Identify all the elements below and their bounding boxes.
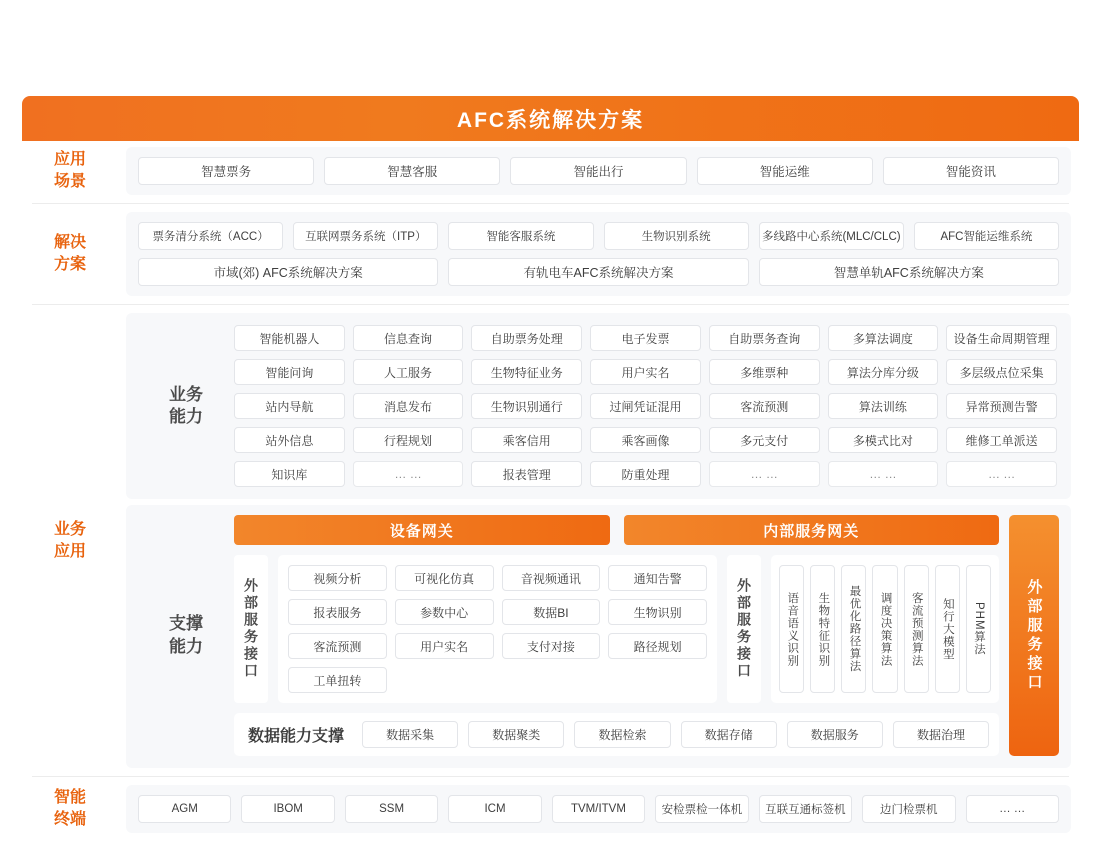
capability-cell[interactable]: 设备生命周期管理 bbox=[946, 325, 1057, 351]
data-item[interactable]: 数据服务 bbox=[787, 721, 883, 748]
capability-cell[interactable]: 自助票务查询 bbox=[709, 325, 820, 351]
capability-cell[interactable]: … … bbox=[353, 461, 464, 487]
capability-cell[interactable]: 电子发票 bbox=[590, 325, 701, 351]
gateway-device[interactable]: 设备网关 bbox=[234, 515, 610, 545]
section-solutions bbox=[22, 206, 1079, 302]
support-item[interactable]: 支付对接 bbox=[502, 633, 601, 659]
solutions-row-1 bbox=[138, 222, 1059, 250]
capability-cell[interactable]: 客流预测 bbox=[709, 393, 820, 419]
capability-cell[interactable]: 维修工单派送 bbox=[946, 427, 1057, 453]
page-title: AFC系统解决方案 bbox=[456, 108, 645, 132]
terminal-item[interactable]: SSM bbox=[345, 795, 438, 823]
gateway-row bbox=[234, 515, 999, 545]
support-item[interactable]: 报表服务 bbox=[288, 599, 387, 625]
scenario-item[interactable]: 智慧客服 bbox=[324, 157, 500, 185]
support-capability-label: 支撑 能力 bbox=[169, 614, 203, 656]
support-capability-block bbox=[126, 505, 1071, 768]
algorithm-item[interactable]: 语音语义识别 bbox=[779, 565, 804, 693]
solution-item[interactable]: 智能客服系统 bbox=[448, 222, 593, 250]
scenario-item[interactable]: 智能出行 bbox=[510, 157, 686, 185]
support-item[interactable]: 客流预测 bbox=[288, 633, 387, 659]
bottom-padding bbox=[22, 839, 1079, 849]
divider bbox=[32, 203, 1069, 204]
data-item[interactable]: 数据检索 bbox=[574, 721, 670, 748]
capability-cell[interactable]: 多维票种 bbox=[709, 359, 820, 385]
algorithm-item[interactable]: 调度决策算法 bbox=[872, 565, 897, 693]
algorithm-item[interactable]: 客流预测算法 bbox=[904, 565, 929, 693]
data-capability-row bbox=[234, 713, 999, 756]
capability-cell[interactable]: 多元支付 bbox=[709, 427, 820, 453]
external-service-interface-right: 外部服务接口 bbox=[1009, 515, 1059, 756]
data-item[interactable]: 数据采集 bbox=[362, 721, 458, 748]
capability-cell[interactable]: 异常预测告警 bbox=[946, 393, 1057, 419]
business-capability-grid bbox=[234, 325, 1057, 487]
capability-cell[interactable]: 多算法调度 bbox=[828, 325, 939, 351]
section-business-application bbox=[22, 307, 1079, 774]
external-service-interface-mid: 外部服务接口 bbox=[727, 555, 761, 703]
support-item-empty bbox=[502, 667, 601, 693]
capability-cell[interactable]: 智能机器人 bbox=[234, 325, 345, 351]
business-capability-label: 业务 能力 bbox=[169, 384, 203, 426]
capability-cell[interactable]: 报表管理 bbox=[471, 461, 582, 487]
solution-item[interactable]: 有轨电车AFC系统解决方案 bbox=[448, 258, 748, 286]
support-left-column bbox=[234, 515, 999, 756]
support-item[interactable]: 路径规划 bbox=[608, 633, 707, 659]
divider bbox=[32, 304, 1069, 305]
support-item[interactable]: 生物识别 bbox=[608, 599, 707, 625]
solution-item[interactable]: 智慧单轨AFC系统解决方案 bbox=[759, 258, 1059, 286]
support-left-grid bbox=[288, 565, 707, 693]
algorithm-item[interactable]: PHM算法 bbox=[966, 565, 991, 693]
support-left-panel bbox=[278, 555, 717, 703]
terminal-item[interactable]: 边门检票机 bbox=[862, 795, 955, 823]
algorithm-item[interactable]: 最优化路径算法 bbox=[841, 565, 866, 693]
capability-cell[interactable]: 自助票务处理 bbox=[471, 325, 582, 351]
business-capability-block bbox=[126, 313, 1071, 499]
capability-cell[interactable]: 人工服务 bbox=[353, 359, 464, 385]
capability-cell[interactable]: 乘客画像 bbox=[590, 427, 701, 453]
terminal-item[interactable]: TVM/ITVM bbox=[552, 795, 645, 823]
capability-cell[interactable]: 行程规划 bbox=[353, 427, 464, 453]
capability-cell[interactable]: 防重处理 bbox=[590, 461, 701, 487]
algorithm-item[interactable]: 生物特征识别 bbox=[810, 565, 835, 693]
smart-terminal-body bbox=[126, 785, 1071, 833]
divider bbox=[32, 776, 1069, 777]
section-label-application-scenarios: 应用 场景 bbox=[53, 151, 86, 190]
scenario-item[interactable]: 智能运维 bbox=[697, 157, 873, 185]
capability-cell[interactable]: 生物识别通行 bbox=[471, 393, 582, 419]
application-scenarios-row bbox=[138, 157, 1059, 185]
support-item-empty bbox=[395, 667, 494, 693]
terminal-item[interactable]: … … bbox=[966, 795, 1059, 823]
support-item[interactable]: 工单扭转 bbox=[288, 667, 387, 693]
capability-cell[interactable]: 站外信息 bbox=[234, 427, 345, 453]
capability-cell[interactable]: … … bbox=[709, 461, 820, 487]
solution-item[interactable]: 生物识别系统 bbox=[604, 222, 749, 250]
support-item[interactable]: 用户实名 bbox=[395, 633, 494, 659]
scenario-item[interactable]: 智慧票务 bbox=[138, 157, 314, 185]
business-application-body bbox=[118, 307, 1079, 774]
terminal-item[interactable]: ICM bbox=[448, 795, 541, 823]
algorithm-item[interactable]: 知行大模型 bbox=[935, 565, 960, 693]
capability-cell[interactable]: 智能问询 bbox=[234, 359, 345, 385]
support-middle-row bbox=[234, 555, 999, 703]
data-capability-title: 数据能力支撑 bbox=[248, 728, 345, 745]
application-scenarios-body bbox=[126, 147, 1071, 195]
section-label-business-application: 业务 应用 bbox=[53, 520, 86, 560]
data-item[interactable]: 数据聚类 bbox=[468, 721, 564, 748]
capability-cell[interactable]: … … bbox=[946, 461, 1057, 487]
support-capability-main bbox=[234, 515, 1059, 756]
diagram-title-bar bbox=[22, 96, 1079, 141]
capability-cell[interactable]: 算法分库分级 bbox=[828, 359, 939, 385]
solution-item[interactable]: 市域(郊) AFC系统解决方案 bbox=[138, 258, 438, 286]
solutions-row-2 bbox=[138, 258, 1059, 286]
support-item[interactable]: 数据BI bbox=[502, 599, 601, 625]
capability-cell[interactable]: 过闸凭证混用 bbox=[590, 393, 701, 419]
algorithm-panel bbox=[771, 555, 999, 703]
section-label-smart-terminal: 智能 终端 bbox=[53, 789, 86, 828]
data-item[interactable]: 数据存储 bbox=[681, 721, 777, 748]
capability-cell[interactable]: 算法训练 bbox=[828, 393, 939, 419]
section-label-solutions: 解决 方案 bbox=[53, 234, 86, 273]
terminal-item[interactable]: 互联互通标签机 bbox=[759, 795, 852, 823]
solution-item[interactable]: AFC智能运维系统 bbox=[914, 222, 1059, 250]
capability-cell[interactable]: 站内导航 bbox=[234, 393, 345, 419]
support-item[interactable]: 参数中心 bbox=[395, 599, 494, 625]
capability-cell[interactable]: 多层级点位采集 bbox=[946, 359, 1057, 385]
capability-cell[interactable]: … … bbox=[828, 461, 939, 487]
support-item[interactable]: 通知告警 bbox=[608, 565, 707, 591]
section-application-scenarios bbox=[22, 141, 1079, 201]
gateway-internal-service[interactable]: 内部服务网关 bbox=[624, 515, 1000, 545]
capability-cell[interactable]: 信息查询 bbox=[353, 325, 464, 351]
support-item[interactable]: 音视频通讯 bbox=[502, 565, 601, 591]
terminal-item[interactable]: IBOM bbox=[241, 795, 334, 823]
data-item[interactable]: 数据治理 bbox=[893, 721, 989, 748]
terminal-item[interactable]: 安检票检一体机 bbox=[655, 795, 748, 823]
external-service-interface-left: 外部服务接口 bbox=[234, 555, 268, 703]
capability-cell[interactable]: 生物特征业务 bbox=[471, 359, 582, 385]
capability-cell[interactable]: 知识库 bbox=[234, 461, 345, 487]
section-smart-terminal bbox=[22, 779, 1079, 839]
support-item[interactable]: 可视化仿真 bbox=[395, 565, 494, 591]
support-item[interactable]: 视频分析 bbox=[288, 565, 387, 591]
solution-item[interactable]: 多线路中心系统(MLC/CLC) bbox=[759, 222, 904, 250]
capability-cell[interactable]: 消息发布 bbox=[353, 393, 464, 419]
capability-cell[interactable]: 多模式比对 bbox=[828, 427, 939, 453]
capability-cell[interactable]: 乘客信用 bbox=[471, 427, 582, 453]
solutions-body bbox=[126, 212, 1071, 296]
solution-item[interactable]: 互联网票务系统（ITP） bbox=[293, 222, 438, 250]
terminal-item[interactable]: AGM bbox=[138, 795, 231, 823]
capability-cell[interactable]: 用户实名 bbox=[590, 359, 701, 385]
smart-terminal-row bbox=[138, 795, 1059, 823]
diagram-frame bbox=[22, 96, 1079, 849]
solution-item[interactable]: 票务清分系统（ACC） bbox=[138, 222, 283, 250]
scenario-item[interactable]: 智能资讯 bbox=[883, 157, 1059, 185]
support-item-empty bbox=[608, 667, 707, 693]
